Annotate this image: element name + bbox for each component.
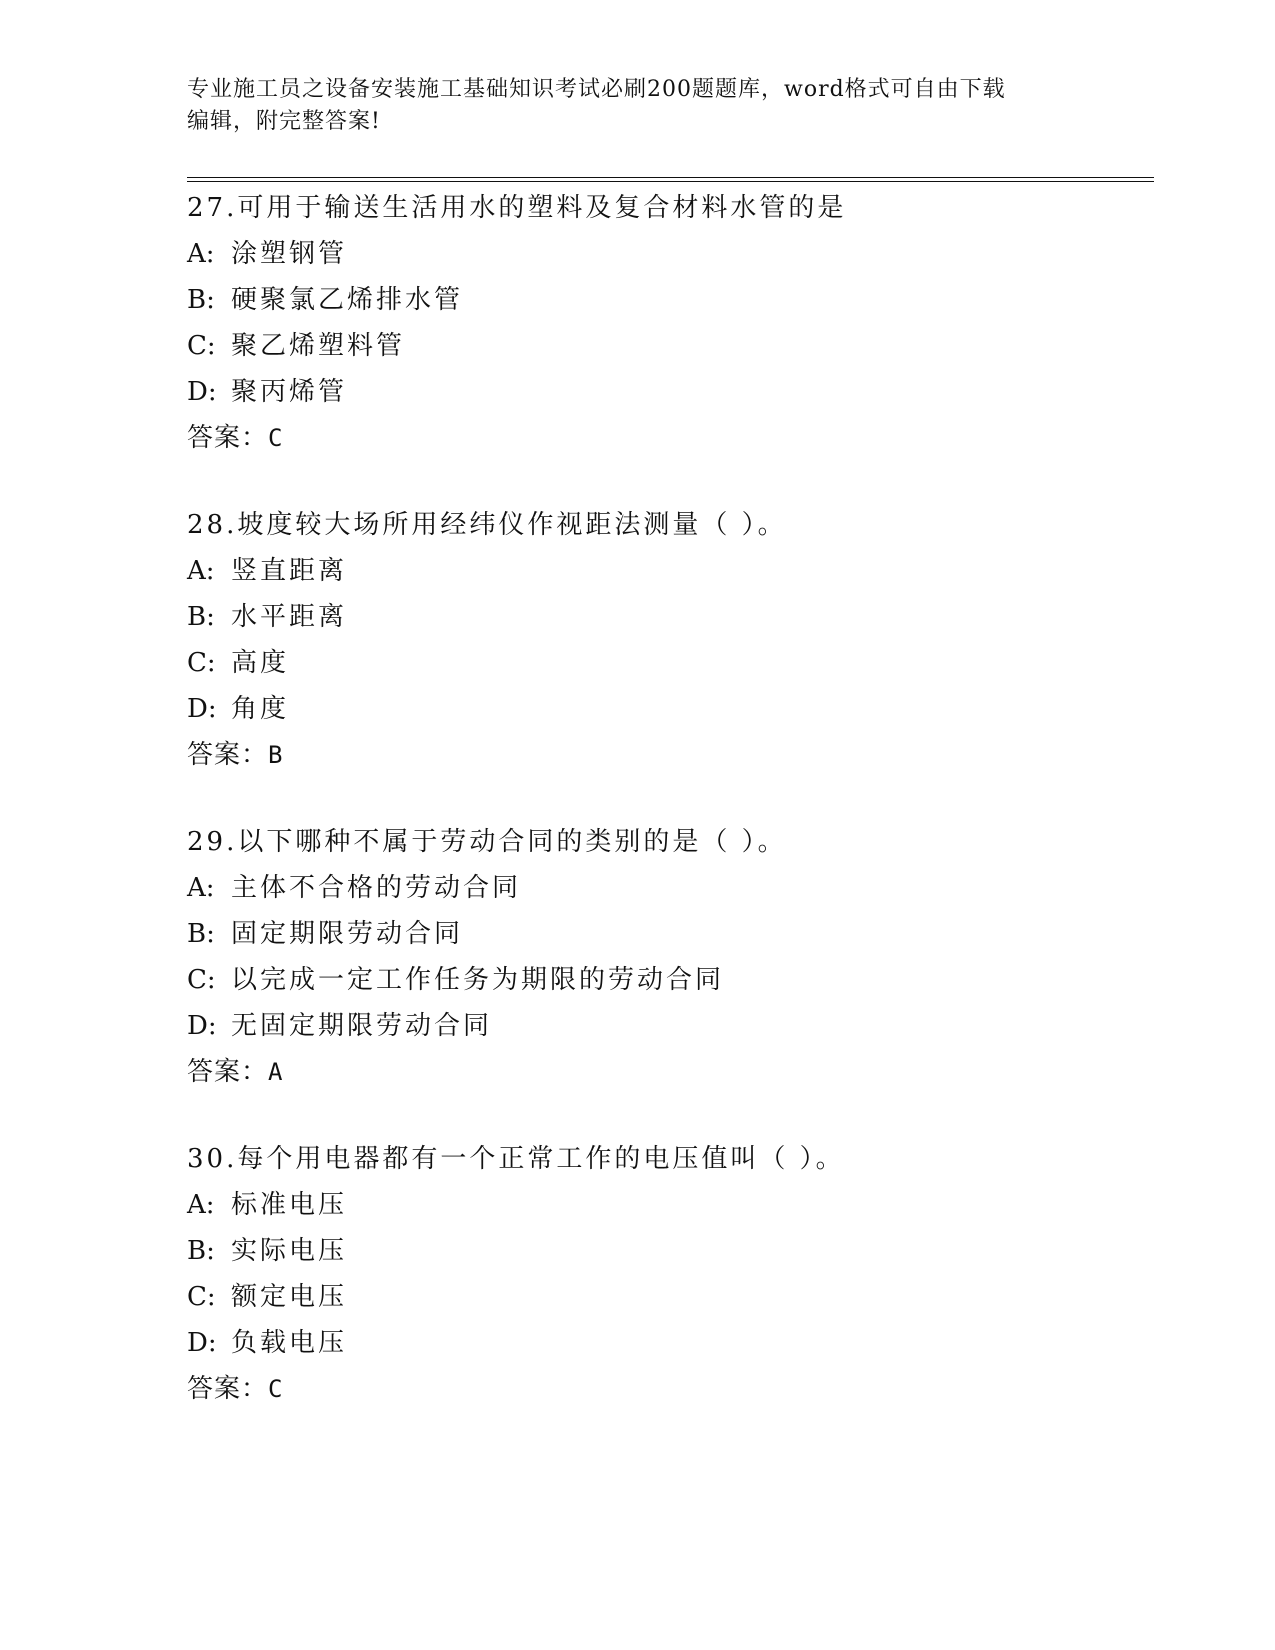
answer-label: 答案： <box>187 423 269 453</box>
option-text: 以完成一定工作任务为期限的劳动合同 <box>231 965 725 995</box>
option-b <box>187 911 1147 957</box>
header-line-2: 编辑，附完整答案! <box>187 109 381 134</box>
option-letter: C: <box>187 965 216 995</box>
option-letter: D: <box>187 1328 217 1358</box>
option-c <box>187 323 1147 369</box>
question-27 <box>187 185 1147 461</box>
answer-line <box>187 732 1147 778</box>
option-text: 聚乙烯塑料管 <box>231 331 406 361</box>
option-text: 竖直距离 <box>231 556 348 586</box>
option-letter: C: <box>187 1282 216 1312</box>
question-stem: 27.可用于输送生活用水的塑料及复合材料水管的是 <box>187 193 847 223</box>
option-a <box>187 1182 1147 1228</box>
answer-label: 答案： <box>187 1374 269 1404</box>
option-letter: D: <box>187 1011 217 1041</box>
option-letter: C: <box>187 331 216 361</box>
answer-line <box>187 415 1147 461</box>
document-header <box>187 74 1087 138</box>
question-stem: 28.坡度较大场所用经纬仪作视距法测量（ ）。 <box>187 510 787 540</box>
option-text: 主体不合格的劳动合同 <box>231 873 522 903</box>
option-letter: B: <box>187 602 215 632</box>
option-a <box>187 548 1147 594</box>
option-text: 高度 <box>231 648 290 678</box>
option-d <box>187 369 1147 415</box>
answer-value: C <box>268 1375 283 1403</box>
option-c <box>187 957 1147 1003</box>
option-text: 涂塑钢管 <box>231 239 348 269</box>
question-30 <box>187 1136 1147 1412</box>
question-28 <box>187 502 1147 778</box>
option-text: 实际电压 <box>231 1236 348 1266</box>
option-letter: D: <box>187 694 217 724</box>
option-text: 负载电压 <box>231 1328 348 1358</box>
option-c <box>187 1274 1147 1320</box>
option-text: 固定期限劳动合同 <box>231 919 464 949</box>
option-letter: A: <box>187 873 215 903</box>
header-line-1: 专业施工员之设备安装施工基础知识考试必刷200题题库，word格式可自由下载 <box>187 77 1006 102</box>
option-letter: B: <box>187 285 215 315</box>
option-text: 无固定期限劳动合同 <box>231 1011 493 1041</box>
answer-label: 答案： <box>187 1057 269 1087</box>
option-text: 硬聚氯乙烯排水管 <box>231 285 464 315</box>
answer-line <box>187 1049 1147 1095</box>
option-text: 额定电压 <box>231 1282 348 1312</box>
answer-line <box>187 1366 1147 1412</box>
option-a <box>187 865 1147 911</box>
option-letter: D: <box>187 377 217 407</box>
option-d <box>187 1003 1147 1049</box>
option-text: 角度 <box>231 694 290 724</box>
option-letter: A: <box>187 1190 215 1220</box>
option-b <box>187 594 1147 640</box>
answer-value: B <box>268 741 283 769</box>
option-c <box>187 640 1147 686</box>
option-b <box>187 277 1147 323</box>
option-letter: B: <box>187 1236 215 1266</box>
option-text: 标准电压 <box>231 1190 348 1220</box>
option-text: 水平距离 <box>231 602 348 632</box>
option-letter: B: <box>187 919 215 949</box>
answer-value: A <box>268 1058 283 1086</box>
header-divider <box>187 177 1154 182</box>
option-text: 聚丙烯管 <box>231 377 348 407</box>
option-letter: A: <box>187 239 215 269</box>
option-b <box>187 1228 1147 1274</box>
option-a <box>187 231 1147 277</box>
question-stem: 29.以下哪种不属于劳动合同的类别的是（ ）。 <box>187 827 787 857</box>
option-letter: A: <box>187 556 215 586</box>
option-letter: C: <box>187 648 216 678</box>
question-29 <box>187 819 1147 1095</box>
option-d <box>187 686 1147 732</box>
question-stem: 30.每个用电器都有一个正常工作的电压值叫（ ）。 <box>187 1144 845 1174</box>
answer-value: C <box>268 424 283 452</box>
answer-label: 答案： <box>187 740 269 770</box>
option-d <box>187 1320 1147 1366</box>
